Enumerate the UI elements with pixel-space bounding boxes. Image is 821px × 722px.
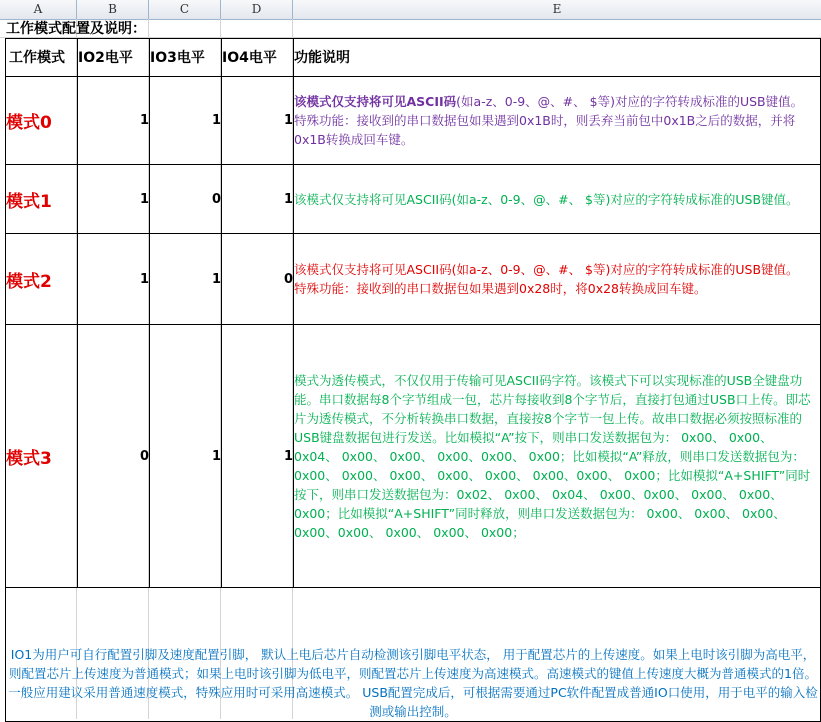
io4-cell[interactable]: 1: [222, 325, 294, 588]
description-special: 特殊功能：接收到的串口数据包如果遇到0x28时，将0x28转换成回车键。: [294, 281, 707, 296]
column-header-b[interactable]: B: [77, 0, 149, 19]
io3-cell[interactable]: 1: [150, 234, 222, 325]
description-special: 特殊功能：接收到的串口数据包如果遇到0x1B时，则丢弃当前包中0x1B之后的数据，并将0x1B转换成回车键。: [294, 113, 796, 147]
io1-note-cell[interactable]: IO1为用户可自行配置引脚及速度配置引脚， 默认上电后芯片自动检测该引脚电平状态， 用于配置芯片的上传速度。如果上电时该引脚为高电平，则配置芯片上传速度为普通模式；如果上电时该引脚为低电平，则配置芯片上传速度为高速模式。高速模式的键值上传速度大概为普通模式的1倍。一般应用建议采用普通速度模式，特殊应用时可采用高速模式。 USB配置完成后，可根据需要通过PC软件配置成普通IO口使用，用于电平的输入检测或输出控制。: [6, 588, 821, 722]
description-cell[interactable]: [294, 234, 821, 325]
io2-cell[interactable]: 0: [78, 325, 150, 588]
header-io3[interactable]: IO3电平: [150, 39, 222, 77]
header-mode[interactable]: 工作模式: [6, 39, 78, 77]
description-text: 该模式仅支持将可见ASCII码(如a-z、0-9、@、#、 $等)对应的字符转成标准的USB键值。: [294, 262, 799, 277]
column-header-e[interactable]: E: [552, 2, 562, 16]
header-function[interactable]: 功能说明: [294, 39, 821, 77]
description-cell[interactable]: [294, 77, 821, 165]
description-bold: 该模式仅支持将可见ASCII码: [294, 94, 457, 109]
table-row-mode0: [6, 77, 821, 165]
io2-cell[interactable]: 1: [78, 234, 150, 325]
table-row-mode3: [6, 325, 821, 588]
table-row-mode1: [6, 165, 821, 234]
column-header-bar: [0, 0, 821, 20]
header-io2[interactable]: IO2电平: [78, 39, 150, 77]
mode-cell[interactable]: 模式3: [6, 325, 78, 588]
column-header-c[interactable]: C: [149, 0, 221, 19]
mode-cell[interactable]: 模式2: [6, 234, 78, 325]
io3-cell[interactable]: 1: [150, 77, 222, 165]
column-header-a[interactable]: A: [0, 0, 77, 19]
description-text: 模式为透传模式，不仅仅用于传输可见ASCII码字符。该模式下可以实现标准的USB全键盘功能。串口数据每8个字节组成一包，芯片每接收到8个字节后，直接打包通过USB口上传。即芯片为透传模式，不分析转换串口数据，直接按8个字节一包上传。故串口数据必须按照标准的USB键盘数据包进行发送。比如模拟“A”按下，则串口发送数据包为： 0x00、 0x00、 0x04、 0x00、 0x00、 0x00、0x00、 0x00；比如模拟“A”释放，则串口发送数据包为： 0x00、 0x00、 0x00、 0x00、 0x00、 0x00、0x00、 0x00；比如模拟“A+SHIFT”同时按下，则串口发送数据包为：0x02、 0x00、 0x04、 0x00、0x00、 0x00、 0x00、 0x00；比如模拟“A+SHIFT”同时释放，则串口发送数据包为： 0x00、 0x00、 0x00、 0x00、0x00、 0x00、 0x00、 0x00；: [294, 372, 811, 540]
io4-cell[interactable]: 0: [222, 234, 294, 325]
io3-cell[interactable]: 0: [150, 165, 222, 234]
io4-cell[interactable]: 1: [222, 165, 294, 234]
table-row-note: [6, 588, 821, 722]
io4-cell[interactable]: 1: [222, 77, 294, 165]
description-text: (如a-z、0-9、@、#、 $等)对应的字符转成标准的USB键值。: [456, 94, 804, 109]
io3-cell[interactable]: 1: [150, 325, 222, 588]
table-row-mode2: [6, 234, 821, 325]
io2-cell[interactable]: 1: [78, 77, 150, 165]
description-cell[interactable]: [294, 325, 821, 588]
header-io4[interactable]: IO4电平: [222, 39, 294, 77]
mode-table: [5, 38, 821, 722]
description-text: 该模式仅支持将可见ASCII码(如a-z、0-9、@、#、 $等)对应的字符转成标准的USB键值。: [294, 191, 799, 207]
sheet-title[interactable]: 工作模式配置及说明：: [6, 21, 146, 37]
column-header-d[interactable]: D: [221, 0, 293, 19]
mode-cell[interactable]: 模式1: [6, 165, 78, 234]
mode-cell[interactable]: 模式0: [6, 77, 78, 165]
table-header-row: [6, 39, 821, 77]
io2-cell[interactable]: 1: [78, 165, 150, 234]
description-cell[interactable]: [294, 165, 821, 234]
